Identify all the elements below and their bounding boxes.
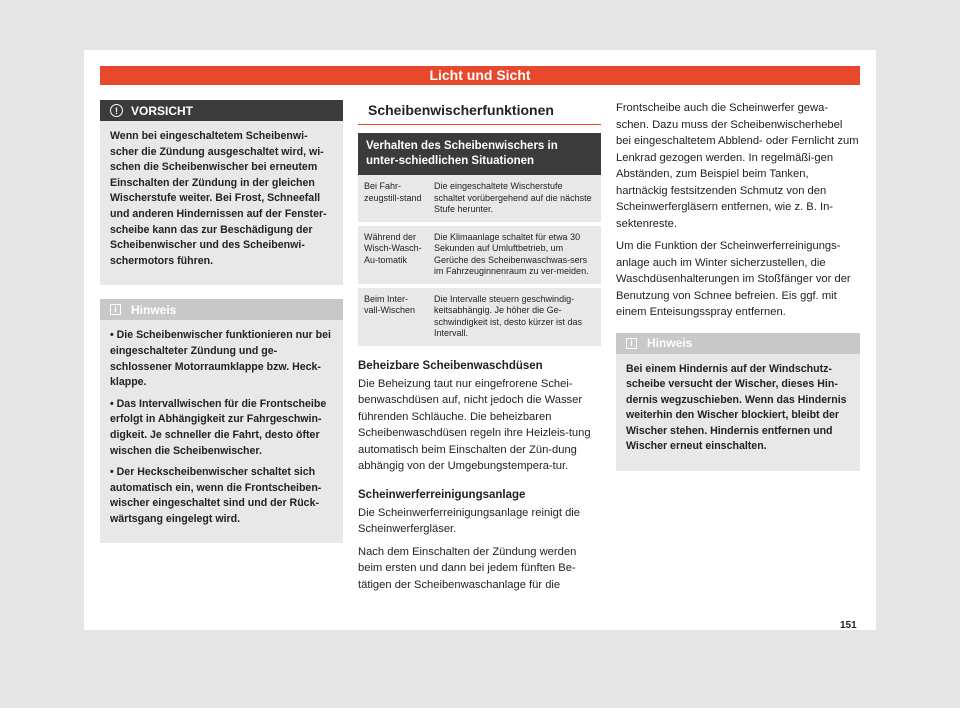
table-row (358, 226, 601, 284)
table-row (358, 288, 601, 346)
caution-body (100, 121, 343, 285)
paragraph: Nach dem Einschalten der Zündung werden beim ersten und dann bei jedem fünften Be-tätigen der Scheibenwaschanlage für die (358, 545, 577, 591)
note-item: • Die Scheibenwischer funktionieren nur bei eingeschalteter Zündung und ge-schlossener Motorraumklappe bzw. Heck-klappe. (110, 329, 331, 389)
page-header: Licht und Sicht (100, 66, 860, 85)
note-box-right (616, 333, 860, 472)
table-row (358, 175, 601, 222)
note-header-left (100, 299, 343, 320)
column-right (616, 100, 860, 471)
table-cell-label: Beim Inter-vall-Wischen (358, 288, 428, 346)
caution-box (100, 100, 343, 285)
note-text: Bei einem Hindernis auf der Windschutz-scheibe versucht der Wischer, dieses Hin-dernis wegzuschieben. Wenn das Hindernis weiterhin den Wischer blockiert, bleibt der Wischer stehen. Hindernis entfernen und Wischer erneut einschalten. (626, 362, 847, 453)
column-left (100, 100, 343, 543)
info-icon: i (110, 304, 121, 315)
table-title: Verhalten des Scheibenwischers in unter-schiedlichen Situationen (358, 133, 601, 175)
note-box-left (100, 299, 343, 543)
table-cell-text: Die Klimaanlage schaltet für etwa 30 Sekunden auf Umluftbetrieb, um Gerüche des Scheibenwaschwas-sers im Fahrzeuginnenraum zu ver-meiden. (428, 226, 601, 284)
caution-title: VORSICHT (131, 103, 194, 118)
note-header-right (616, 333, 860, 354)
table-cell-text: Die Intervalle steuern geschwindig-keitsabhängig. Je höher die Ge-schwindigkeit ist, desto kürzer ist das Intervall. (428, 288, 601, 346)
behavior-table (358, 175, 601, 346)
paragraph: Die Scheinwerferreinigungsanlage reinigt die Scheinwerfergläser. (358, 506, 581, 535)
note-item: • Das Intervallwischen für die Frontscheibe erfolgt in Abhängigkeit zur Fahrgeschwin-digkeit. Je schneller die Fahrt, desto öfter wischen die Scheibenwischer. (110, 397, 327, 457)
subheading-headlight-cleaning: Scheinwerferreinigungsanlage (358, 488, 526, 501)
table-cell-label: Bei Fahr-zeugstill-stand (358, 175, 428, 222)
subheading-washer-jets: Beheizbare Scheibenwaschdüsen (358, 359, 543, 372)
paragraph: Die Beheizung taut nur eingefrorene Schei-benwaschdüsen auf, nicht jedoch die Wasser führenden Schläuche. Die beheizbaren Scheibenwaschdüsen regeln ihre Heizleis-tung automatisch beim Einschalten der Zün-dung abhängig von der Umgebungstempera-tur. (358, 377, 591, 472)
column-middle (358, 100, 601, 599)
note-body-right (616, 354, 860, 472)
section-heading: Scheibenwischerfunktionen (358, 100, 601, 125)
caution-text: Wenn bei eingeschaltetem Scheibenwi-scher die Zündung ausgeschaltet wird, wi-schen die Scheibenwischer bei erneutem Einschalten der Zündung in der gleichen Wischerstufe weiter. Bei Frost, Schneefall und anderen Hindernissen auf der Fenster-scheibe kann das zur Beschädigung der Scheibenwischer und des Scheibenwi-schermotors führen. (110, 130, 327, 267)
warning-icon: ! (110, 104, 123, 117)
note-title-left: Hinweis (131, 302, 177, 317)
info-icon: i (626, 338, 637, 349)
table-cell-text: Die eingeschaltete Wischerstufe schaltet vorübergehend auf die nächste Stufe herunter. (428, 175, 601, 222)
table-cell-label: Während der Wisch-Wasch-Au-tomatik (358, 226, 428, 284)
note-title-right: Hinweis (647, 336, 693, 350)
caution-header (100, 100, 343, 121)
paragraph: Frontscheibe auch die Scheinwerfer gewa-schen. Dazu muss der Scheibenwischerhebel bei eingeschaltetem Abblend- oder Fernlicht zum Lenkrad gezogen werden. In regelmäßi-gen Abständen, zum Beispiel beim Tanken, hartnäckig festsitzenden Schmutz von den Scheinwerfergläsern entfernen, wie z. B. In-sektenreste. (616, 102, 859, 230)
paragraph: Um die Funktion der Scheinwerferreinigungs-anlage auch im Winter sicherzustellen, die Waschdüsenhalterungen im Stoßfänger vor der Benutzung von Schnee befreien. Eis ggf. mit einem Enteisungsspray entfernen. (616, 240, 851, 318)
note-item: • Der Heckscheibenwischer schaltet sich automatisch ein, wenn die Frontscheiben-wischer eingeschaltet sind und der Rück-wärtsgang eingelegt wird. (110, 466, 322, 525)
page-number: 151 (840, 620, 857, 631)
note-body-left (100, 320, 343, 543)
